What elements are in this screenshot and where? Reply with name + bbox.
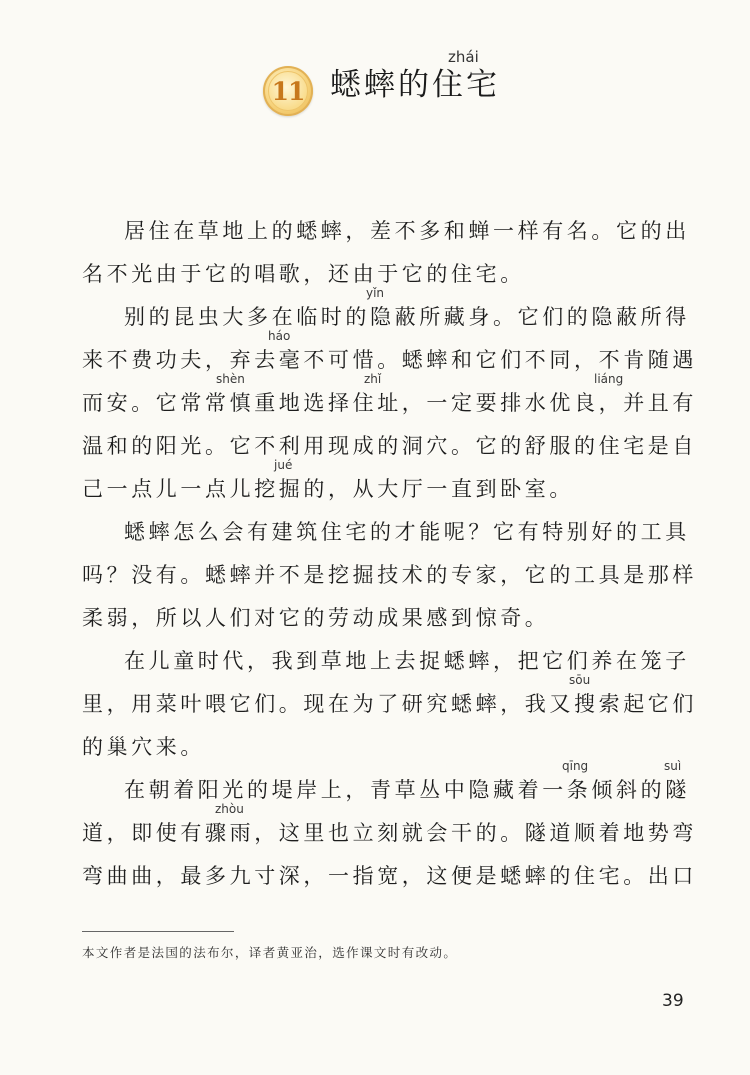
pinyin-annotation: sōu xyxy=(569,673,591,687)
pinyin-annotation: háo xyxy=(268,329,291,343)
paragraph-2 xyxy=(82,286,697,511)
pinyin-annotation: liáng xyxy=(594,372,624,386)
lesson-number: 11 xyxy=(271,76,305,106)
text-line: 蟋蟀怎么会有建筑住宅的才能呢？它有特别好的工具 xyxy=(124,520,690,544)
text-line: 弯曲曲，最多九寸深，一指宽，这便是蟋蟀的住宅。出口 xyxy=(82,864,697,888)
lesson-number-badge-inner xyxy=(268,71,308,111)
text-line: 别的昆虫大多在临时的隐蔽所藏身。它们的隐蔽所得 xyxy=(124,305,690,329)
pinyin-annotation: zhǐ xyxy=(364,372,382,386)
text-line: 柔弱，所以人们对它的劳动成果感到惊奇。 xyxy=(82,606,550,630)
text-line: 名不光由于它的唱歌，还由于它的住宅。 xyxy=(82,262,525,286)
text-line: 的巢穴来。 xyxy=(82,735,205,759)
text-line: 温和的阳光。它不利用现成的洞穴。它的舒服的住宅是自 xyxy=(82,434,697,458)
text-line-wrap xyxy=(82,372,697,425)
page-number: 39 xyxy=(662,991,684,1011)
text-line: 居住在草地上的蟋蟀，差不多和蝉一样有名。它的出 xyxy=(124,219,690,243)
pinyin-annotation: zhòu xyxy=(215,802,244,816)
pinyin-annotation: suì xyxy=(664,759,682,773)
text-line: 在朝着阳光的堤岸上，青草丛中隐藏着一条倾斜的隧 xyxy=(124,778,690,802)
footnote-divider xyxy=(82,931,234,932)
text-line: 己一点儿一点儿挖掘的，从大厅一直到卧室。 xyxy=(82,477,574,501)
lesson-header xyxy=(0,0,750,130)
text-line-wrap xyxy=(82,759,692,812)
paragraph-4 xyxy=(82,640,697,769)
lesson-number-badge xyxy=(263,66,313,116)
paragraph-5 xyxy=(82,759,697,898)
text-line: 吗？没有。蟋蟀并不是挖掘技术的专家，它的工具是那样 xyxy=(82,563,697,587)
pinyin-annotation: yǐn xyxy=(366,286,385,300)
text-line: 道，即使有骤雨，这里也立刻就会干的。隧道顺着地势弯 xyxy=(82,821,697,845)
text-line: 来不费功夫，弃去毫不可惜。蟋蟀和它们不同，不肯随遇 xyxy=(82,348,697,372)
text-line: 在儿童时代，我到草地上去捉蟋蟀，把它们养在笼子 xyxy=(124,649,690,673)
pinyin-annotation: qīng xyxy=(562,759,589,773)
paragraph-1 xyxy=(82,210,692,296)
lesson-body xyxy=(82,210,697,898)
text-line-wrap xyxy=(82,802,697,855)
text-line: 里，用菜叶喂它们。现在为了研究蟋蟀，我又搜索起它们 xyxy=(82,692,697,716)
pinyin-annotation: jué xyxy=(274,458,293,472)
paragraph-3 xyxy=(82,511,697,640)
footnote: 本文作者是法国的法布尔，译者黄亚治，选作课文时有改动。 xyxy=(82,945,458,960)
pinyin-annotation: shèn xyxy=(216,372,245,386)
lesson-title: 蟋蟀的住宅 xyxy=(330,67,500,103)
text-line: 而安。它常常慎重地选择住址，一定要排水优良，并且有 xyxy=(82,391,697,415)
text-line-wrap xyxy=(82,673,697,726)
title-pinyin: zhái xyxy=(448,48,479,66)
text-line-wrap xyxy=(82,458,692,511)
text-line-wrap xyxy=(82,286,692,339)
